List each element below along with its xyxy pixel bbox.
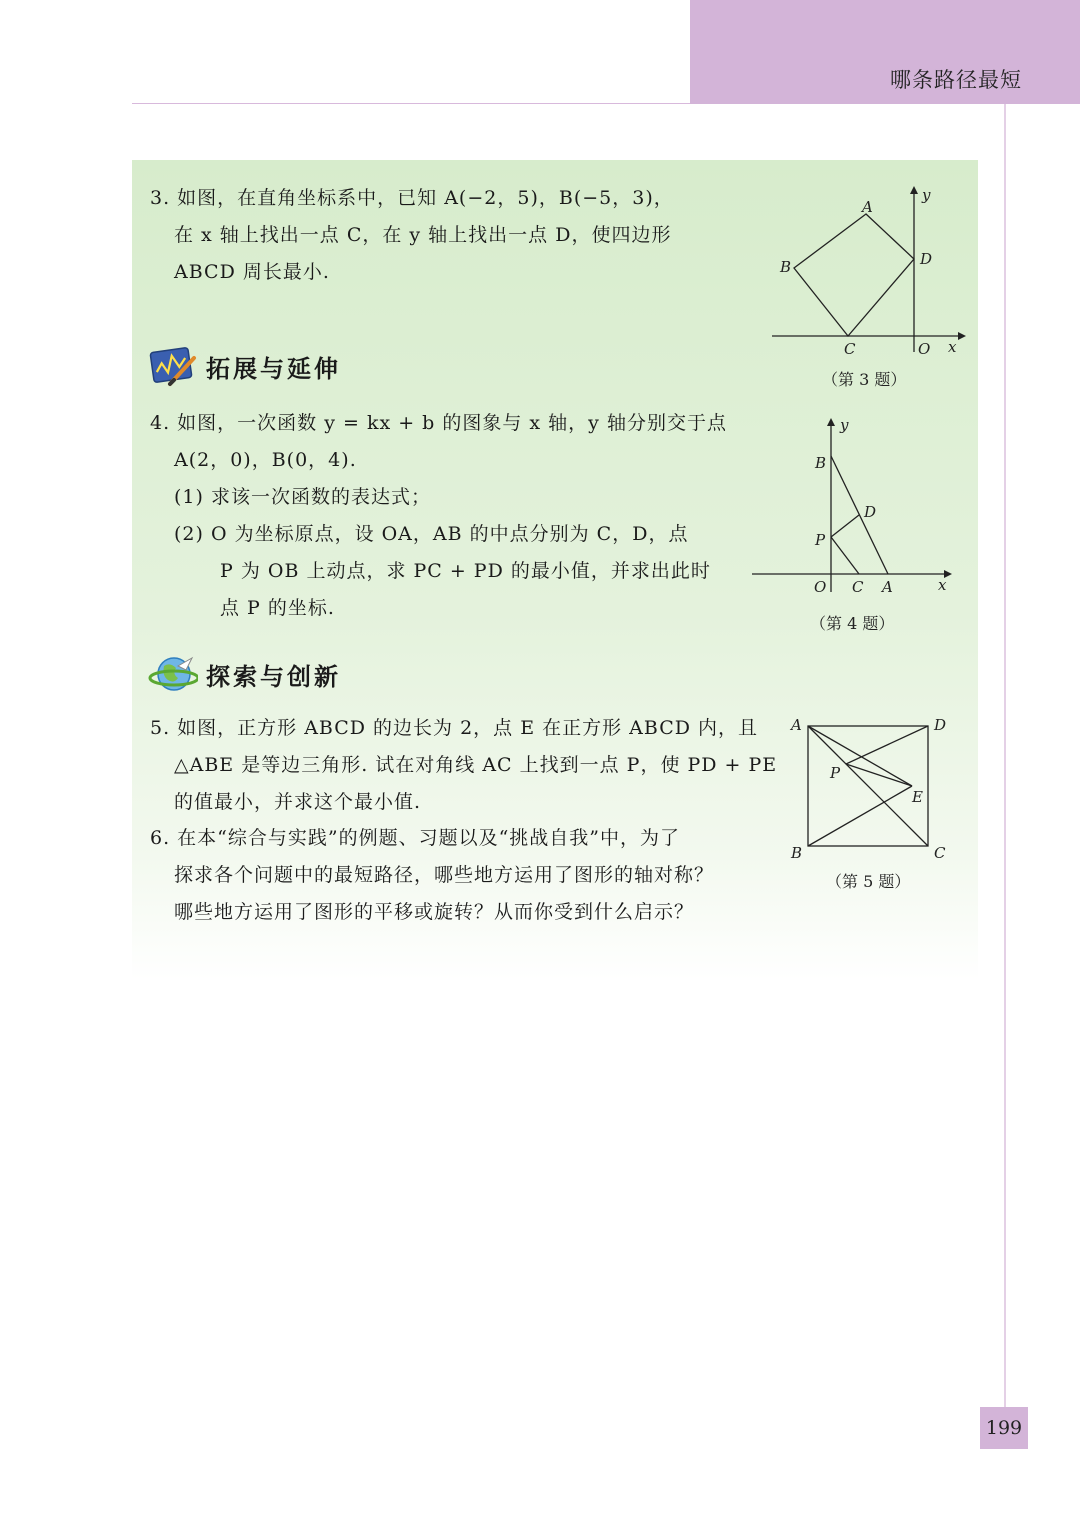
label-A: A <box>791 716 802 734</box>
label-B: B <box>780 258 792 276</box>
section-extension-title: 拓展与延伸 <box>206 354 341 383</box>
label-O: O <box>814 578 827 596</box>
chapter-title: 哪条路径最短 <box>890 68 1022 92</box>
caption-problem3: （第 3 题） <box>822 370 907 389</box>
label-O: O <box>918 340 931 358</box>
label-D: D <box>934 716 947 734</box>
label-P: P <box>830 764 841 782</box>
label-E: E <box>912 788 923 806</box>
label-C: C <box>844 340 856 358</box>
label-P: P <box>815 531 826 549</box>
label-y: y <box>922 186 931 204</box>
section-exploration-title: 探索与创新 <box>206 662 341 691</box>
caption-problem4: （第 4 题） <box>810 614 895 633</box>
problem5-line2: △ABE 是等边三角形. 试在对角线 AC 上找到一点 P，使 PD + PE <box>174 754 778 776</box>
header-tab <box>690 0 1080 104</box>
section-exploration <box>148 652 341 696</box>
problem4-line2: A(2，0)，B(0，4). <box>174 449 357 471</box>
problem5-line1: 5. 如图，正方形 ABCD 的边长为 2，点 E 在正方形 ABCD 内，且 <box>150 717 759 739</box>
problem4-line5: P 为 OB 上动点，求 PC + PD 的最小值，并求出此时 <box>220 560 711 582</box>
label-C: C <box>934 844 946 862</box>
problem6-line2: 探求各个问题中的最短路径，哪些地方运用了图形的轴对称？ <box>174 864 715 886</box>
label-B: B <box>791 844 803 862</box>
problem3-line3: ABCD 周长最小. <box>174 261 330 283</box>
figure-problem5 <box>786 710 956 870</box>
label-x: x <box>948 338 957 356</box>
side-margin-line <box>1004 104 1006 1408</box>
section-extension <box>148 344 341 388</box>
problem5-line3: 的值最小，并求这个最小值. <box>174 791 422 813</box>
globe-icon <box>148 652 198 696</box>
problem6-line3: 哪些地方运用了图形的平移或旋转？从而你受到什么启示？ <box>174 901 695 923</box>
label-D: D <box>920 250 933 268</box>
problem4-line4: (2) O 为坐标原点，设 OA，AB 的中点分别为 C，D，点 <box>174 523 689 545</box>
problem4-line1: 4. 如图，一次函数 y = kx + b 的图象与 x 轴，y 轴分别交于点 <box>150 412 727 434</box>
page-number: 199 <box>980 1407 1028 1449</box>
problem4-line6: 点 P 的坐标. <box>220 597 335 619</box>
header-divider <box>132 103 690 104</box>
label-x: x <box>938 576 947 594</box>
problem4-line3: (1) 求该一次函数的表达式； <box>174 486 431 508</box>
label-B: B <box>815 454 827 472</box>
writing-tablet-icon <box>148 344 198 388</box>
figure-problem4 <box>748 410 958 600</box>
problem3-line2: 在 x 轴上找出一点 C，在 y 轴上找出一点 D，使四边形 <box>174 224 672 246</box>
label-C: C <box>852 578 864 596</box>
label-A: A <box>882 578 893 596</box>
caption-problem5: （第 5 题） <box>826 872 911 891</box>
problem6-line1: 6. 在本“综合与实践”的例题、习题以及“挑战自我”中，为了 <box>150 827 681 849</box>
problem3-line1: 3. 如图，在直角坐标系中，已知 A(−2，5)，B(−5，3)， <box>150 187 674 209</box>
label-D: D <box>864 503 877 521</box>
label-A: A <box>862 198 873 216</box>
figure-problem3 <box>768 182 968 362</box>
label-y: y <box>840 416 849 434</box>
